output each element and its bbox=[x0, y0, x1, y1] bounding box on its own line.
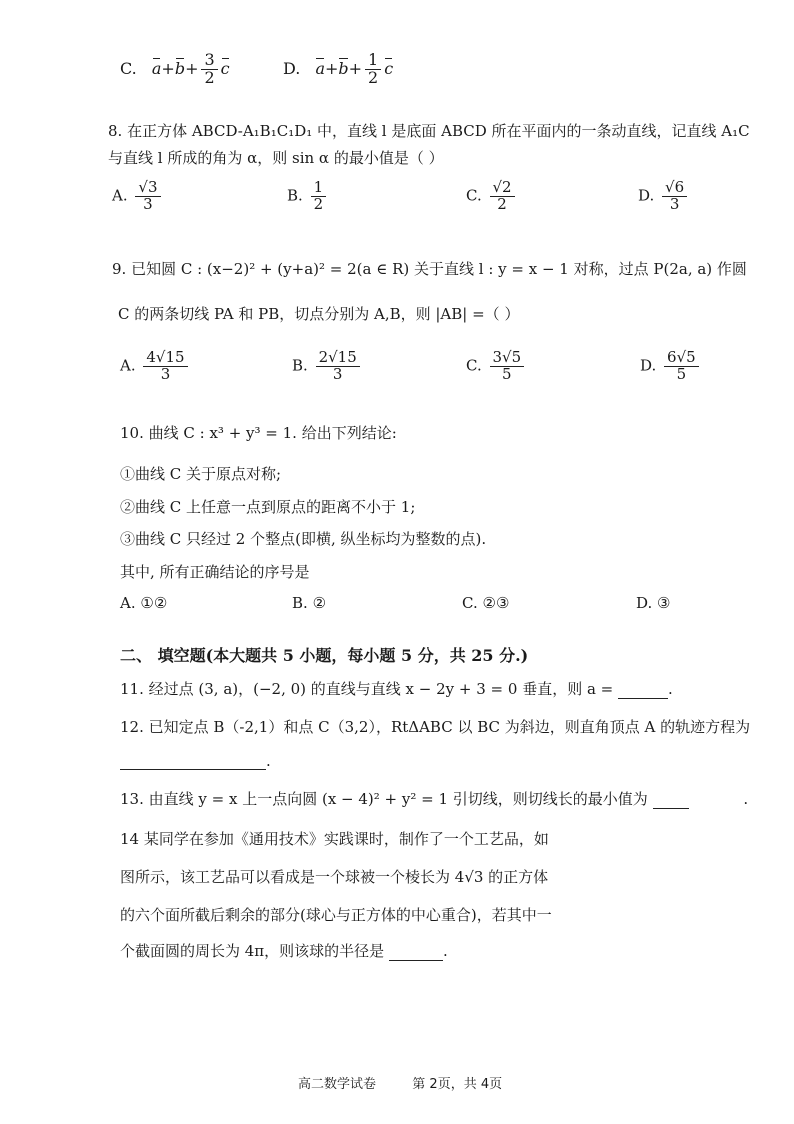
q9-a-num: 4√15 bbox=[143, 350, 187, 367]
q10-option-b: B. ② bbox=[292, 594, 327, 612]
q13-text: 13. 由直线 y = x 上一点向圆 (x − 4)² + y² = 1 引切线，则切线长的最小值为 bbox=[120, 790, 648, 808]
q14-line3: 的六个面所截后剩余的部分(球心与正方体的中心重合)，若其中一 bbox=[120, 906, 552, 924]
q11-question: 11. 经过点 (3, a)，(−2, 0) 的直线与直线 x − 2y + 3 = 0 垂直，则 a = . bbox=[120, 680, 673, 698]
q8-d-den: 3 bbox=[669, 194, 680, 213]
footer-title: 高二数学试卷 bbox=[298, 1077, 377, 1092]
q9-c-num: 3√5 bbox=[490, 350, 525, 367]
vector-c: c bbox=[220, 58, 230, 78]
q10-option-c: C. ②③ bbox=[462, 594, 510, 612]
q7-c-coef-den: 2 bbox=[204, 67, 215, 87]
q7-option-d: D. a+b+ $\frac{1}{2}$ c bbox=[283, 50, 394, 87]
q9-option-a: A. $\frac{4√15}{3}$ bbox=[120, 350, 191, 383]
q12-text: 12. 已知定点 B（-2,1）和点 C（3,2），RtΔABC 以 BC 为斜边，则直角顶点 A 的轨迹方程为 bbox=[120, 718, 751, 736]
q9-d-num: 6√5 bbox=[664, 350, 699, 367]
q12-answer-blank[interactable] bbox=[120, 754, 266, 770]
q9-b-num: 2√15 bbox=[316, 350, 360, 367]
q9-option-b: B. $\frac{2√15}{3}$ bbox=[292, 350, 363, 383]
footer-page: 第 2页，共 4页 bbox=[412, 1077, 503, 1092]
q10-statement-4: 其中, 所有正确结论的序号是 bbox=[120, 563, 310, 581]
vector-b: b bbox=[174, 58, 186, 78]
q14-question-end: 个截面圆的周长为 4π，则该球的半径是 . bbox=[120, 942, 448, 960]
q7-c-coef-num: 3 bbox=[201, 52, 217, 70]
q10-statement-1: ①曲线 C 关于原点对称; bbox=[120, 465, 282, 483]
section-2-title: 二、 填空题(本大题共 5 小题，每小题 5 分，共 25 分.) bbox=[120, 646, 529, 665]
q8-a-num: √3 bbox=[135, 180, 160, 197]
vector-b: b bbox=[338, 58, 349, 78]
q9-line1: 9. 已知圆 C : (x−2)² + (y+a)² = 2(a ∈ R) 关于直线 l : y = x − 1 对称，过点 P(2a, a) 作圆 bbox=[112, 260, 747, 278]
q9-d-den: 5 bbox=[676, 364, 687, 383]
q9-option-c: C. $\frac{3√5}{5}$ bbox=[466, 350, 527, 383]
q7-option-d-label: D. bbox=[283, 58, 301, 78]
vector-a: a bbox=[151, 58, 162, 78]
vector-a: a bbox=[315, 58, 325, 78]
q8-c-den: 2 bbox=[497, 194, 507, 213]
q8-option-b: B. $\frac{1}{2}$ bbox=[287, 180, 329, 213]
q14-line2: 图所示，该工艺品可以看成是一个球被一个棱长为 4√3 的正方体 bbox=[120, 868, 549, 886]
q8-line2: 与直线 l 所成的角为 α，则 sin α 的最小值是（ ） bbox=[108, 149, 444, 167]
q9-line2: C 的两条切线 PA 和 PB，切点分别为 A,B，则 |AB| =（ ） bbox=[118, 305, 520, 323]
q8-b-den: 2 bbox=[313, 194, 324, 213]
q9-c-den: 5 bbox=[502, 364, 512, 383]
q12-answer: . bbox=[120, 752, 271, 770]
q13-answer-blank[interactable] bbox=[653, 793, 689, 809]
q8-line1: 8. 在正方体 ABCD-A₁B₁C₁D₁ 中，直线 l 是底面 ABCD 所在平面内的一条动直线，记直线 A₁C bbox=[108, 122, 750, 140]
q14-line4: 个截面圆的周长为 4π，则该球的半径是 bbox=[120, 942, 385, 960]
q9-option-d: D. $\frac{6√5}{5}$ bbox=[640, 350, 702, 383]
q7-option-c-label: C. bbox=[120, 58, 137, 78]
q8-d-num: √6 bbox=[662, 180, 687, 197]
footer bbox=[298, 1073, 502, 1092]
q10-option-a: A. ①② bbox=[120, 594, 168, 612]
q10-option-d: D. ③ bbox=[636, 594, 671, 612]
q10-statement-3: ③曲线 C 只经过 2 个整点(即横, 纵坐标均为整数的点). bbox=[120, 530, 487, 548]
q7-d-coef-num: 1 bbox=[365, 52, 381, 70]
q14-answer-blank[interactable] bbox=[389, 945, 443, 961]
q8-c-num: √2 bbox=[490, 180, 515, 197]
q14-line1: 14 某同学在参加《通用技术》实践课时，制作了一个工艺品，如 bbox=[120, 830, 549, 848]
q11-answer-blank[interactable] bbox=[618, 683, 668, 699]
q13-question: 13. 由直线 y = x 上一点向圆 (x − 4)² + y² = 1 引切线，则切线长的最小值为 . bbox=[120, 790, 749, 808]
q8-option-a: A. $\frac{√3}{3}$ bbox=[112, 180, 164, 213]
vector-c: c bbox=[384, 58, 394, 78]
q8-b-num: 1 bbox=[311, 180, 327, 197]
q11-text: 11. 经过点 (3, a)，(−2, 0) 的直线与直线 x − 2y + 3 = 0 垂直，则 a = bbox=[120, 680, 614, 698]
q8-option-d: D. $\frac{√6}{3}$ bbox=[638, 180, 690, 213]
q7-d-coef-den: 2 bbox=[368, 67, 379, 87]
q10-line1: 10. 曲线 C : x³ + y³ = 1. 给出下列结论: bbox=[120, 424, 397, 442]
q8-a-den: 3 bbox=[143, 194, 153, 213]
q9-b-den: 3 bbox=[332, 364, 343, 383]
q7-option-c: C. a+b+ $\frac{3}{2}$ c bbox=[120, 50, 230, 87]
q8-option-c: C. $\frac{√2}{2}$ bbox=[466, 180, 518, 213]
q9-a-den: 3 bbox=[160, 364, 171, 383]
q10-statement-2: ②曲线 C 上任意一点到原点的距离不小于 1; bbox=[120, 498, 416, 516]
